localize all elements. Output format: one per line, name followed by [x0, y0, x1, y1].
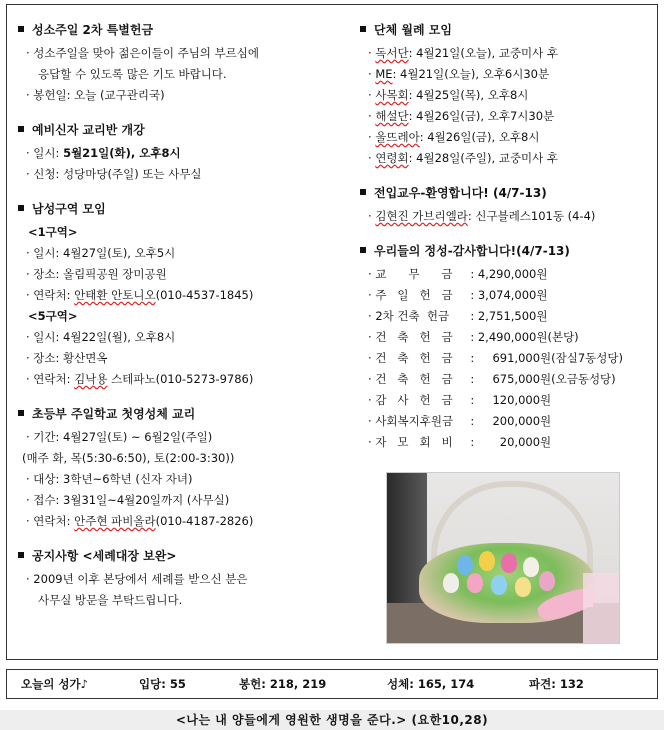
left-column [18, 22, 343, 611]
text-line [18, 369, 343, 390]
section-title: 예비신자 교리반 개강 [32, 123, 145, 137]
offering-row: · 주 일 헌 금 : 3,074,000원 [360, 285, 650, 306]
egg [501, 553, 517, 573]
square-bullet-icon [18, 126, 24, 132]
entrance-hymn: 입당: 55 [139, 677, 186, 691]
offering-row: · 건 축 헌 금 : 2,490,000원(본당) [360, 327, 650, 348]
offering-row: · 교 무 금 : 4,290,000원 [360, 264, 650, 285]
egg [523, 557, 539, 577]
text-line: 응답할 수 있도록 많은 기도 바랍니다. [38, 67, 227, 81]
contact-phone: (010-4187-2826) [155, 514, 254, 528]
square-bullet-icon [18, 410, 24, 416]
group-name: 연령회 [375, 151, 409, 165]
egg [467, 573, 483, 593]
meeting-row: · 해설단: 4월26일(금), 오후7시30분 [368, 109, 555, 123]
section-title: 성소주일 2차 특별헌금 [32, 23, 154, 37]
square-bullet-icon [360, 26, 366, 32]
group-name: ME [375, 67, 393, 81]
offering-label: 건 축 헌 금 [375, 372, 453, 386]
section-vocations-sunday [18, 22, 343, 106]
text-line: (매주 화, 목(5:30-6:50), 토(2:00-3:30)) [22, 451, 235, 465]
text-line: · 성소주일을 맞아 젊은이들이 주님의 부르심에 [26, 46, 260, 60]
offering-row: · 감 사 헌 금 : 120,000원 [360, 390, 650, 411]
group-name: 사목회 [375, 88, 409, 102]
contact-phone: (010-4537-1845) [155, 288, 254, 302]
address: : 신구블레스101동 (4-4) [467, 209, 596, 223]
offering-row: · 사회복지후원금 : 200,000원 [360, 411, 650, 432]
section-new-parishioners [360, 185, 650, 227]
contact-name: 김낙용 [74, 372, 108, 386]
egg [515, 577, 531, 597]
group-name: 독서단 [375, 46, 409, 60]
date-value: 5월21일(화), 오후8시 [63, 146, 181, 160]
text-line [18, 143, 343, 164]
section-title: 전입교우-환영합니다! (4/7-13) [374, 186, 547, 200]
contact-name: 안주현 파비올라 [74, 514, 156, 528]
square-bullet-icon [18, 26, 24, 32]
offering-value: : 675,000원(오금동성당) [470, 372, 616, 386]
section-group-meetings [360, 22, 650, 169]
section-title: 공지사항 <세례대장 보완> [32, 549, 177, 563]
person-name: 김현진 가브리엘라 [375, 209, 468, 223]
section-first-communion [18, 406, 343, 532]
text-line: · 일시: 4월27일(토), 오후5시 [26, 246, 176, 260]
contact-rest: 스테파노(010-5273-9786) [107, 372, 254, 386]
gift-bag [583, 573, 620, 643]
offering-label: 감 사 헌 금 [375, 393, 453, 407]
text-line: · 김현진 가브리엘라: 신구블레스101동 (4-4) [368, 209, 596, 223]
recessional-hymn: 파견: 132 [529, 677, 584, 691]
text-line: 사무실 방문을 부탁드립니다. [38, 593, 183, 607]
easter-basket-photo [386, 472, 620, 644]
group-name: 울뜨레아 [375, 130, 420, 144]
meeting-row: · 연령회: 4월28일(주일), 교중미사 후 [368, 151, 559, 165]
meeting-row: · ME: 4월21일(오늘), 오후6시30분 [368, 67, 550, 81]
square-bullet-icon [360, 189, 366, 195]
offering-label: 자 모 회 비 [375, 435, 453, 449]
hymn-label: 오늘의 성가♪ [21, 677, 88, 691]
group-label: <5구역> [28, 309, 78, 323]
section-title: 우리들의 정성-감사합니다!(4/7-13) [374, 244, 570, 258]
meeting-info: : 4월21일(오늘), 교중미사 후 [408, 46, 559, 60]
meeting-info: : 4월26일(금), 오후7시30분 [408, 109, 555, 123]
egg [457, 555, 473, 575]
offering-value: : 691,000원(잠실7동성당) [470, 351, 623, 365]
contact-name: 안태환 안토니오 [74, 288, 156, 302]
label: · 연락처: [26, 372, 75, 386]
text-line: · 기간: 4월27일(토) ~ 6월2일(주일) [26, 430, 213, 444]
offering-value: : 3,074,000원 [470, 288, 548, 302]
offering-value: : 20,000원 [470, 435, 552, 449]
offering-label: 교 무 금 [375, 267, 453, 281]
offering-row: · 건 축 헌 금 : 691,000원(잠실7동성당) [360, 348, 650, 369]
text-line: · 대상: 3학년~6학년 (신자 자녀) [26, 472, 193, 486]
text-line: · 장소: 올림픽공원 장미공원 [26, 267, 167, 281]
right-column [360, 22, 650, 453]
offering-row: · 건 축 헌 금 : 675,000원(오금동성당) [360, 369, 650, 390]
text-line: · 장소: 황산면옥 [26, 351, 108, 365]
offering-value: : 2,490,000원(본당) [470, 330, 579, 344]
offering-label: 건 축 헌 금 [375, 330, 453, 344]
label: · 연락처: [26, 288, 75, 302]
egg [491, 575, 507, 595]
square-bullet-icon [18, 205, 24, 211]
egg [479, 551, 495, 571]
offering-value: : 4,290,000원 [470, 267, 548, 281]
section-offerings [360, 243, 650, 453]
section-title: 남성구역 모임 [32, 202, 106, 216]
offering-row: · 자 모 회 비 : 20,000원 [360, 432, 650, 453]
group-name: 해설단 [375, 109, 409, 123]
meeting-row: · 사목회: 4월25일(목), 오후8시 [368, 88, 529, 102]
offering-label: 건 축 헌 금 [375, 351, 453, 365]
egg [539, 571, 555, 591]
offering-label: 2차 건축 헌금 [375, 309, 450, 323]
section-men-district [18, 201, 343, 390]
scripture-verse: <나는 내 양들에게 영원한 생명을 준다.> (요한10,28) [0, 710, 664, 730]
text-line: · 신청: 성당마당(주일) 또는 사무실 [26, 167, 202, 181]
hymn-bar [6, 669, 658, 699]
offering-row: · 2차 건축 헌금 : 2,751,500원 [360, 306, 650, 327]
square-bullet-icon [360, 247, 366, 253]
section-title: 단체 월례 모임 [374, 23, 452, 37]
label: · 연락처: [26, 514, 75, 528]
text-line: · 봉헌일: 오늘 (교구관리국) [26, 88, 165, 102]
section-notice [18, 548, 343, 611]
offering-value: : 120,000원 [470, 393, 552, 407]
text-line [18, 511, 343, 532]
group-label: <1구역> [28, 225, 78, 239]
offering-label: 주 일 헌 금 [375, 288, 453, 302]
text-line: · 일시: 4월22일(월), 오후8시 [26, 330, 176, 344]
meeting-info: : 4월25일(목), 오후8시 [408, 88, 529, 102]
offertory-hymn: 봉헌: 218, 219 [239, 677, 327, 691]
square-bullet-icon [18, 552, 24, 558]
meeting-info: : 4월21일(오늘), 오후6시30분 [392, 67, 550, 81]
meeting-row: · 독서단: 4월21일(오늘), 교중미사 후 [368, 46, 559, 60]
communion-hymn: 성체: 165, 174 [387, 677, 475, 691]
meeting-row: · 울뜨레아: 4월26일(금), 오후8시 [368, 130, 540, 144]
offering-label: 사회복지후원금 [375, 414, 454, 428]
offering-value: : 2,751,500원 [470, 309, 548, 323]
section-catechumen-class [18, 122, 343, 185]
text-line: · 접수: 3월31일~4월20일까지 (사무실) [26, 493, 230, 507]
section-title: 초등부 주일학교 첫영성체 교리 [32, 407, 196, 421]
text-line: · 2009년 이후 본당에서 세례를 받으신 분은 [26, 572, 248, 586]
meeting-info: : 4월28일(주일), 교중미사 후 [408, 151, 559, 165]
meeting-info: : 4월26일(금), 오후8시 [419, 130, 540, 144]
offering-value: : 200,000원 [470, 414, 552, 428]
label: · 일시: [26, 146, 64, 160]
text-line [18, 285, 343, 306]
egg [443, 573, 459, 593]
